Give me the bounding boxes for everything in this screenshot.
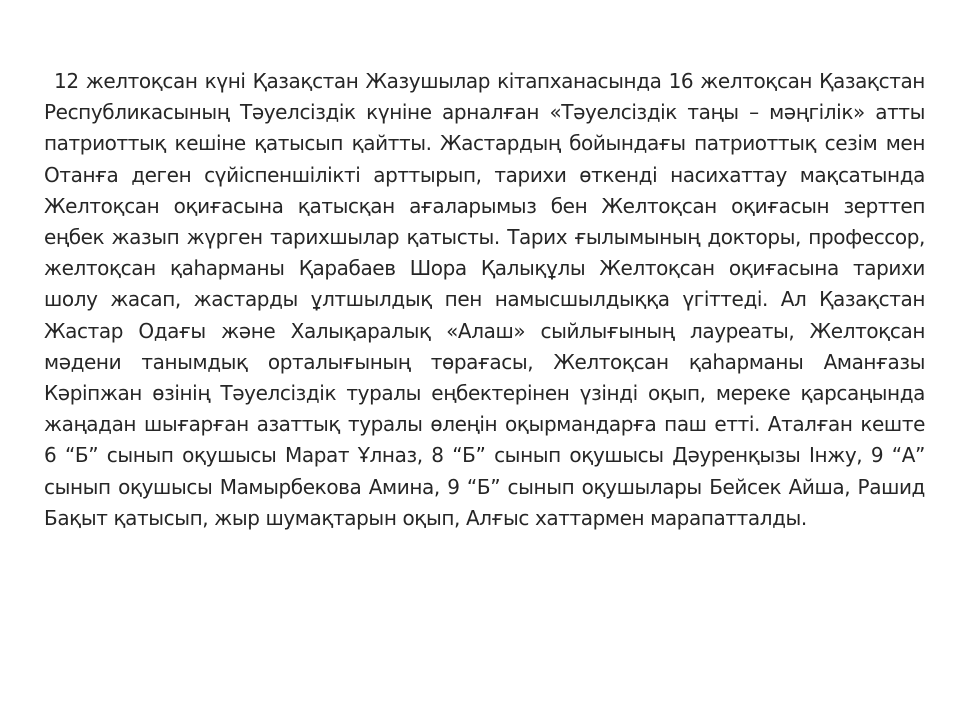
body-paragraph: 12 желтоқсан күні Қазақстан Жазушылар кітапханасында 16 желтоқсан Қазақстан Республикасының Тәуелсіздік күніне арналған «Тәуелсіздік таңы – мәңгілік» атты патриоттық кешіне қатысып қайтты. Жастардың бойындағы патриоттық сезім мен Отанға деген сүйіспеншілікті арттырып, тарихи өткенді насихаттау мақсатында Желтоқсан оқиғасына қатысқан ағаларымыз бен Желтоқсан оқиғасын зерттеп еңбек жазып жүрген тарихшылар қатысты. Тарих ғылымының докторы, профессор, желтоқсан қаһарманы Қарабаев Шора Қалықұлы Желтоқсан оқиғасына тарихи шолу жасап, жастарды ұлтшылдық пен намысшылдыққа үгіттеді. Ал Қазақстан Жастар Одағы және Халықаралық «Алаш» сыйлығының лауреаты, Желтоқсан мәдени танымдық орталығының төрағасы, Желтоқсан қаһарманы Аманғазы Кәріпжан өзінің Тәуелсіздік туралы еңбектерінен үзінді оқып, мереке қарсаңында жаңадан шығарған азаттық туралы өлеңін оқырмандарға паш етті. Аталған кеште 6 “Б” сынып оқушысы Марат Ұлназ, 8 “Б” сынып оқушысы Дәуренқызы Інжу, 9 “А” сынып оқушысы Мамырбекова Амина, 9 “Б” сынып оқушылары Бейсек Айша, Рашид Бақыт қатысып, жыр шумақтарын оқып, Алғыс хаттармен марапатталды. — [44, 69, 925, 530]
